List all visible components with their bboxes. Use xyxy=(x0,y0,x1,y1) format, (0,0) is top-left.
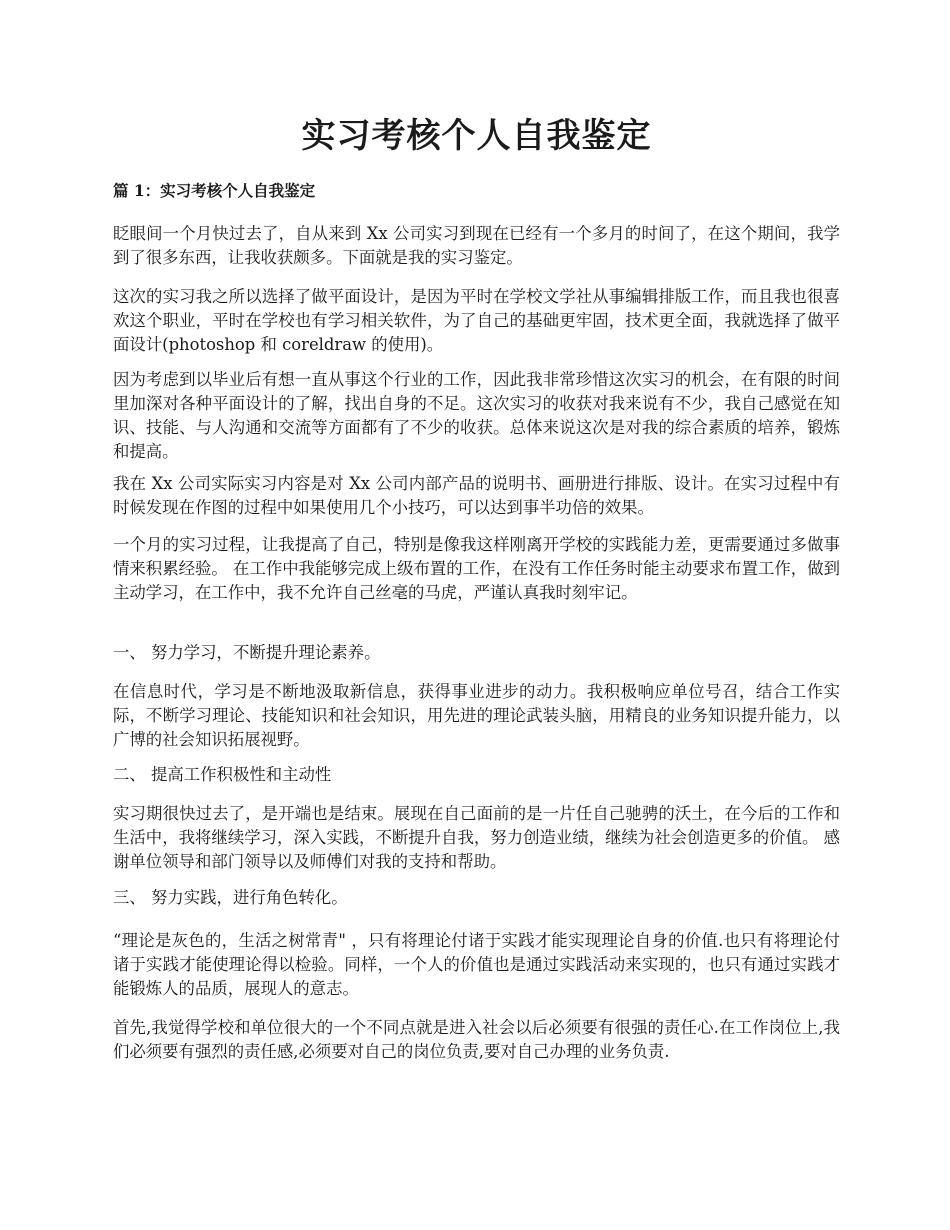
document-title: 实习考核个人自我鉴定 xyxy=(301,116,652,156)
paragraph-7: 实习期很快过去了，是开端也是结束。展现在自己面前的是一片任自己驰骋的沃土，在今后的工作和生活中，我将继续学习，深入实践，不断提升自我，努力创造业绩，继续为社会创造更多的价值。 感谢单位领导和部门领导以及师傅们对我的支持和帮助。 xyxy=(113,804,840,871)
paragraph-2: 这次的实习我之所以选择了做平面设计，是因为平时在学校文学社从事编辑排版工作，而且我也很喜欢这个职业，平时在学校也有学习相关软件，为了自己的基础更牢固，技术更全面，我就选择了做平面设计(photoshop 和 coreldraw 的使用)。 xyxy=(113,287,840,354)
paragraph-1: 眨眼间一个月快过去了，自从来到 Xx 公司实习到现在已经有一个多月的时间了，在这个期间，我学到了很多东西，让我收获颇多。下面就是我的实习鉴定。 xyxy=(113,224,840,267)
paragraph-8: “理论是灰色的，生活之树常青" ，只有将理论付诸于实践才能实现理论自身的价值.也只有将理论付诸于实践才能使理论得以检验。同样，一个人的价值也是通过实践活动来实现的，也只有通过实践才能锻炼人的品质，展现人的意志。 xyxy=(113,931,840,998)
paragraph-9: 首先,我觉得学校和单位很大的一个不同点就是进入社会以后必须要有很强的责任心.在工作岗位上,我们必须要有强烈的责任感,必须要对自己的岗位负责,要对自己办理的业务负责. xyxy=(113,1018,840,1061)
section-point-3: 三、 努力实践，进行角色转化。 xyxy=(113,888,348,907)
paragraph-5: 一个月的实习过程，让我提高了自己，特别是像我这样刚离开学校的实践能力差，更需要通过多做事情来积累经验。 在工作中我能够完成上级布置的工作，在没有工作任务时能主动要求布置工作，做到主动学习，在工作中，我不允许自己丝毫的马虎，严谨认真我时刻牢记。 xyxy=(113,535,840,602)
paragraph-4: 我在 Xx 公司实际实习内容是对 Xx 公司内部产品的说明书、画册进行排版、设计。在实习过程中有时候发现在作图的过程中如果使用几个小技巧，可以达到事半功倍的效果。 xyxy=(113,474,840,517)
paragraph-6: 在信息时代，学习是不断地汲取新信息，获得事业进步的动力。我积极响应单位号召，结合工作实际，不断学习理论、技能知识和社会知识，用先进的理论武装头脑，用精良的业务知识提升能力，以广博的社会知识拓展视野。 xyxy=(113,682,840,749)
paragraph-3: 因为考虑到以毕业后有想一直从事这个行业的工作，因此我非常珍惜这次实习的机会，在有限的时间里加深对各种平面设计的了解，找出自身的不足。这次实习的收获对我来说有不少，我自己感觉在知识、技能、与人沟通和交流等方面都有了不少的收获。总体来说这次是对我的综合素质的培养，锻炼和提高。 xyxy=(113,370,840,461)
section-point-2: 二、 提高工作积极性和主动性 xyxy=(113,765,332,784)
section-point-1: 一、 努力学习，不断提升理论素养。 xyxy=(113,643,381,662)
section-heading: 篇 1：实习考核个人自我鉴定 xyxy=(113,181,316,200)
